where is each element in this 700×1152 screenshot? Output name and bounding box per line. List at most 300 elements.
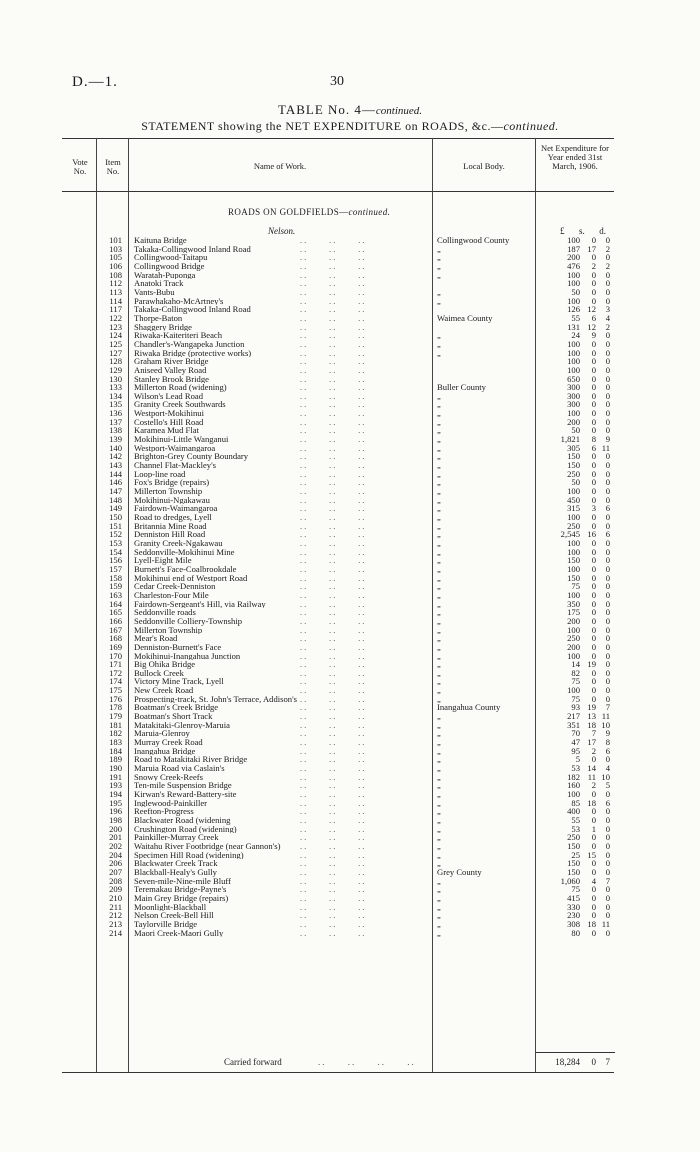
amount-shillings: 0 <box>591 615 596 626</box>
item-number: 174 <box>109 676 122 687</box>
work-name: Millerton Township <box>134 625 203 635</box>
work-name: Granity Creek Southwards <box>134 400 226 410</box>
amount-shillings: 3 <box>591 503 596 514</box>
local-body: „ <box>437 729 441 739</box>
work-name: Karamea Mud Flat <box>134 426 199 436</box>
item-number: 136 <box>109 408 122 419</box>
amount-shillings: 0 <box>591 546 596 557</box>
leader-dots: .. .. .. <box>300 304 367 315</box>
work-name: Mear's Road <box>134 634 178 643</box>
local-body: „ <box>437 270 441 280</box>
amount-pence: 0 <box>605 399 610 410</box>
item-number: 170 <box>109 650 122 661</box>
district-heading: Nelson. <box>268 226 296 236</box>
local-body: „ <box>437 781 441 791</box>
work-name: Blackwater Creek Track <box>134 859 218 868</box>
amount-pence: 0 <box>605 806 610 817</box>
leader-dots: .. .. .. <box>300 330 367 341</box>
leader-dots: .. .. .. <box>300 260 367 271</box>
leader-dots: .. .. .. <box>300 840 367 851</box>
leader-dots: .. .. .. <box>300 607 367 618</box>
statement-continued: continued. <box>503 119 559 133</box>
leader-dots: .. .. .. <box>300 442 367 453</box>
work-name: Mokihinui-Ngakawau <box>134 495 210 505</box>
amount-shillings: 12 <box>587 321 596 332</box>
leader-dots: .. .. .. <box>300 719 367 730</box>
amount-pence: 0 <box>605 676 610 687</box>
amount-pence: 0 <box>605 390 610 401</box>
local-body: Buller County <box>437 383 486 392</box>
work-name: Denniston-Burnett's Face <box>134 642 222 652</box>
amount-shillings: 17 <box>587 737 596 748</box>
amount-pence: 0 <box>605 615 610 626</box>
amount-shillings: 0 <box>591 278 596 289</box>
local-body: „ <box>437 746 441 756</box>
item-number: 154 <box>109 546 122 557</box>
leader-dots: .. .. .. <box>300 685 367 696</box>
amount-shillings: 0 <box>591 512 596 522</box>
amount-pence: 0 <box>605 589 610 600</box>
leader-dots: .. .. .. <box>300 814 367 825</box>
work-name: Millerton Township <box>134 487 203 496</box>
item-number: 127 <box>109 347 122 358</box>
table-bottom-rule <box>62 1072 614 1073</box>
amount-pounds: 100 <box>567 235 580 245</box>
page-reference: D.—1. <box>72 74 118 90</box>
item-number: 151 <box>109 520 122 531</box>
amount-pounds: 150 <box>567 572 580 583</box>
amount-pounds: 100 <box>567 512 580 522</box>
local-body: „ <box>437 331 441 340</box>
amount-pounds: 350 <box>567 598 580 609</box>
local-body: „ <box>437 911 441 920</box>
work-name: Westport-Waimangaroa <box>134 443 216 453</box>
item-number: 184 <box>109 745 122 756</box>
leader-dots: .. .. .. <box>300 659 367 670</box>
leader-dots: .. .. .. <box>300 771 367 782</box>
local-body: „ <box>437 902 441 912</box>
carried-forward-row <box>0 1057 700 1069</box>
amount-pounds: 650 <box>567 373 580 384</box>
work-name: Costello's Hill Road <box>134 417 204 427</box>
amount-pence: 7 <box>605 702 610 713</box>
leader-dots: .. .. .. <box>300 425 367 436</box>
item-number: 108 <box>109 269 122 280</box>
local-body: „ <box>437 409 441 418</box>
amount-pounds: 450 <box>567 494 580 505</box>
work-name: Britannia Mine Road <box>134 521 207 531</box>
amount-pounds: 24 <box>571 330 580 341</box>
leader-dots: .. .. .. <box>300 624 367 635</box>
leader-dots: .. .. .. <box>300 676 367 687</box>
amount-pounds: 400 <box>567 806 580 817</box>
work-name: Maruia Road via Caslain's <box>134 764 225 773</box>
local-body: Collingwood County <box>437 236 510 245</box>
item-number: 206 <box>109 858 122 869</box>
local-body: „ <box>437 919 441 929</box>
amount-pence: 0 <box>605 789 610 799</box>
local-body: „ <box>437 755 441 765</box>
amount-pence: 0 <box>605 754 610 765</box>
amount-pounds: 100 <box>567 789 580 799</box>
local-body: „ <box>437 677 441 687</box>
leader-dots: .. .. .. <box>300 581 367 592</box>
item-number: 196 <box>109 806 122 817</box>
amount-pence: 0 <box>605 512 610 522</box>
amount-shillings: 0 <box>591 693 596 704</box>
local-body: „ <box>437 469 441 479</box>
leader-dots: .. .. .. <box>300 927 367 938</box>
work-name: Channel Flat-Mackley's <box>134 461 216 470</box>
leader-dots: .. .. .. <box>300 832 367 843</box>
amount-pounds: 82 <box>571 667 580 678</box>
amount-shillings: 19 <box>587 659 596 670</box>
amount-pounds: 415 <box>567 892 580 903</box>
local-body: „ <box>437 582 441 591</box>
leader-dots: .. .. .. <box>300 399 367 410</box>
amount-shillings: 0 <box>591 416 596 427</box>
local-body: „ <box>437 348 441 358</box>
amount-pence: 6 <box>605 797 610 808</box>
amount-shillings: 17 <box>587 243 596 254</box>
leader-dots: .. .. .. <box>300 451 367 462</box>
local-body: „ <box>437 850 441 860</box>
amount-pounds: 100 <box>567 347 580 358</box>
item-number: 209 <box>109 884 122 895</box>
item-number: 134 <box>109 390 122 401</box>
work-name: Snowy Creek-Reefs <box>134 772 203 782</box>
amount-pence: 0 <box>605 330 610 341</box>
amount-pounds: 100 <box>567 624 580 635</box>
work-name: Thorpe-Baton <box>134 313 183 323</box>
amount-shillings: 0 <box>591 460 596 471</box>
local-body: „ <box>437 530 441 539</box>
amount-pounds: 100 <box>567 685 580 696</box>
work-name: Murray Creek Road <box>134 738 203 747</box>
item-number: 172 <box>109 667 122 678</box>
section-heading <box>228 207 390 217</box>
item-number: 123 <box>109 321 122 332</box>
table-body <box>0 236 700 937</box>
amount-shillings: 0 <box>591 901 596 912</box>
amount-shillings: 0 <box>591 667 596 678</box>
amount-shillings: 0 <box>591 840 596 851</box>
item-number: 147 <box>109 486 122 497</box>
amount-shillings: 0 <box>591 269 596 280</box>
pence-header: d. <box>599 226 606 236</box>
work-name: Anatoki Track <box>134 279 184 288</box>
amount-pence: 0 <box>605 269 610 280</box>
section-heading-main: ROADS ON GOLDFIELDS— <box>228 207 349 217</box>
amount-shillings: 0 <box>591 892 596 903</box>
local-body: „ <box>437 660 441 669</box>
work-name: Maruia-Glenroy <box>134 729 190 739</box>
statement-title <box>0 119 700 134</box>
work-name: Takaka-Collingwood Inland Road <box>134 244 251 254</box>
leader-dots: .. .. .. <box>300 356 367 367</box>
amount-shillings: 0 <box>591 477 596 488</box>
leader-dots: .. .. .. <box>300 572 367 583</box>
local-body: „ <box>437 339 441 349</box>
item-number: 139 <box>109 434 122 445</box>
local-body: „ <box>437 790 441 799</box>
amount-pence: 0 <box>605 537 610 548</box>
leader-dots: .. .. .. <box>300 728 367 739</box>
amount-pence: 0 <box>605 347 610 358</box>
item-number: 149 <box>109 503 122 514</box>
page-number: 30 <box>330 74 344 89</box>
amount-pence: 6 <box>605 529 610 540</box>
amount-pounds: 100 <box>567 364 580 375</box>
item-number: 159 <box>109 581 122 592</box>
amount-pence: 5 <box>605 780 610 791</box>
item-number: 157 <box>109 563 122 574</box>
local-body: „ <box>437 513 441 522</box>
local-body: „ <box>437 590 441 600</box>
item-number: 158 <box>109 572 122 583</box>
leader-dots: .. .. .. <box>300 434 367 445</box>
item-number: 202 <box>109 840 122 851</box>
leader-dots: .. .. .. <box>300 312 367 323</box>
amount-pounds: 70 <box>571 728 580 739</box>
amount-pence: 0 <box>605 235 610 245</box>
amount-shillings: 0 <box>591 425 596 436</box>
local-body: „ <box>437 443 441 453</box>
amount-shillings: 0 <box>591 814 596 825</box>
amount-pence: 0 <box>605 295 610 306</box>
amount-shillings: 0 <box>591 373 596 384</box>
leader-dots: .. .. .. <box>300 650 367 661</box>
item-number: 213 <box>109 918 122 929</box>
amount-pence: 0 <box>605 364 610 375</box>
amount-shillings: 0 <box>591 641 596 652</box>
leader-dots: .. .. .. <box>300 243 367 254</box>
leader-dots: .. .. .. <box>300 849 367 860</box>
amount-pounds: 1,060 <box>560 875 580 886</box>
leader-dots: .. .. .. <box>300 537 367 548</box>
amount-shillings: 15 <box>587 849 596 860</box>
amount-shillings: 0 <box>591 555 596 566</box>
amount-shillings: 0 <box>591 858 596 869</box>
local-body: „ <box>437 686 441 695</box>
amount-shillings: 14 <box>587 763 596 774</box>
amount-shillings: 0 <box>591 494 596 505</box>
local-body: „ <box>437 893 441 903</box>
work-name: Boatman's Creek Bridge <box>134 703 219 713</box>
work-name: Shaggery Bridge <box>134 322 192 332</box>
local-body: „ <box>437 391 441 401</box>
amount-pence: 0 <box>605 581 610 592</box>
amount-shillings: 8 <box>591 434 596 445</box>
amount-pounds: 217 <box>567 711 580 722</box>
amount-pence: 0 <box>605 468 610 479</box>
local-body: „ <box>437 452 441 462</box>
work-name: Seven-mile-Nine-mile Bluff <box>134 876 231 886</box>
local-body: „ <box>437 261 441 271</box>
amount-shillings: 0 <box>591 399 596 410</box>
amount-pounds: 2,545 <box>560 529 580 540</box>
leader-dots: .. .. .. <box>300 252 367 263</box>
work-name: Millerton Road (widening) <box>134 383 227 392</box>
work-name: Specimen Hill Road (widening) <box>134 850 244 860</box>
work-name: Kaituna Bridge <box>134 236 187 245</box>
leader-dots: .. .. .. <box>300 875 367 886</box>
local-body: „ <box>437 625 441 635</box>
amount-pounds: 55 <box>571 814 580 825</box>
local-body: „ <box>437 296 441 306</box>
item-number: 204 <box>109 849 122 860</box>
amount-pounds: 100 <box>567 589 580 600</box>
amount-pence: 0 <box>605 373 610 384</box>
work-name: Bullock Creek <box>134 668 184 678</box>
item-number: 168 <box>109 633 122 644</box>
amount-pounds: 100 <box>567 537 580 548</box>
amount-pounds: 126 <box>567 304 580 315</box>
amount-pence: 0 <box>605 356 610 367</box>
leader-dots: .. .. .. <box>300 408 367 419</box>
item-number: 153 <box>109 537 122 548</box>
amount-pence: 0 <box>605 693 610 704</box>
amount-pence: 6 <box>605 503 610 514</box>
amount-pence: 0 <box>605 252 610 263</box>
amount-shillings: 0 <box>591 910 596 921</box>
amount-pounds: 100 <box>567 295 580 306</box>
amount-shillings: 0 <box>591 252 596 263</box>
local-body: „ <box>437 764 441 773</box>
amount-shillings: 0 <box>591 295 596 306</box>
amount-shillings: 0 <box>591 927 596 938</box>
item-number: 138 <box>109 425 122 436</box>
amount-pounds: 131 <box>567 321 580 332</box>
amount-pounds: 308 <box>567 918 580 929</box>
amount-pounds: 75 <box>571 676 580 687</box>
leader-dots: .. .. .. <box>300 633 367 644</box>
item-number: 166 <box>109 615 122 626</box>
amount-pence: 0 <box>605 840 610 851</box>
amount-pounds: 100 <box>567 650 580 661</box>
amount-pence: 10 <box>601 771 610 782</box>
amount-shillings: 2 <box>591 260 596 271</box>
statement-main: STATEMENT showing the NET EXPENDITURE on ROADS, &c.— <box>141 119 504 133</box>
amount-pounds: 14 <box>571 659 580 670</box>
work-name: Moonlight-Blackball <box>134 902 207 912</box>
amount-shillings: 16 <box>587 529 596 540</box>
amount-pence: 0 <box>605 849 610 860</box>
amount-pence: 0 <box>605 685 610 696</box>
amount-shillings: 6 <box>591 312 596 323</box>
local-body: „ <box>437 504 441 514</box>
local-body: „ <box>437 487 441 496</box>
leader-dots: .. .. .. <box>300 641 367 652</box>
amount-shillings: 1 <box>591 823 596 834</box>
local-body: „ <box>437 426 441 436</box>
amount-pounds: 476 <box>567 260 580 271</box>
leader-dots: .. .. .. <box>300 468 367 479</box>
amount-shillings: 0 <box>591 832 596 843</box>
amount-pounds: 315 <box>567 503 580 514</box>
amount-shillings: 0 <box>591 572 596 583</box>
work-name: Road to Matakitaki River Bridge <box>134 755 248 765</box>
amount-shillings: 0 <box>591 884 596 895</box>
amount-pounds: 93 <box>571 702 580 713</box>
amount-pence: 0 <box>605 520 610 531</box>
item-number: 128 <box>109 356 122 367</box>
amount-pounds: 25 <box>571 849 580 860</box>
amount-shillings: 0 <box>591 451 596 462</box>
leader-dots: .. .. .. <box>300 321 367 332</box>
amount-pence: 10 <box>601 719 610 730</box>
local-body: „ <box>437 885 441 894</box>
work-name: Loop-line road <box>134 469 186 479</box>
leader-dots: .. .. .. <box>300 780 367 791</box>
amount-pounds: 80 <box>571 927 580 938</box>
work-name: New Creek Road <box>134 686 194 695</box>
work-name: Aniseed Valley Road <box>134 365 207 375</box>
local-body: „ <box>437 807 441 816</box>
amount-shillings: 11 <box>587 771 596 782</box>
amount-pence: 0 <box>605 278 610 289</box>
amount-shillings: 0 <box>591 235 596 245</box>
amount-pounds: 351 <box>567 719 580 730</box>
item-number: 133 <box>109 382 122 393</box>
item-number: 164 <box>109 598 122 609</box>
amount-pence: 0 <box>605 832 610 843</box>
item-number: 103 <box>109 243 122 254</box>
amount-shillings: 0 <box>591 589 596 600</box>
leader-dots: .. .. .. <box>300 286 367 297</box>
amount-pounds: 200 <box>567 641 580 652</box>
item-number: 130 <box>109 373 122 384</box>
total-pounds: 18,284 <box>555 1057 580 1067</box>
work-name: Parawhakaho-McArtney's <box>134 296 224 306</box>
leader-dots: .. .. .. <box>300 892 367 903</box>
amount-pence: 0 <box>605 823 610 834</box>
item-number: 210 <box>109 892 122 903</box>
amount-shillings: 0 <box>591 286 596 297</box>
local-body: „ <box>437 244 441 254</box>
amount-pence: 0 <box>605 425 610 436</box>
header-item-no: Item No. <box>105 157 121 176</box>
amount-shillings: 19 <box>587 702 596 713</box>
work-name: Reefton-Progress <box>134 807 194 816</box>
amount-pence: 0 <box>605 659 610 670</box>
leader-dots: .. .. .. <box>300 494 367 505</box>
amount-pounds: 100 <box>567 408 580 419</box>
leader-dots: .. .. .. <box>300 806 367 817</box>
work-name: Road to dredges, Lyell <box>134 513 212 522</box>
amount-pounds: 53 <box>571 763 580 774</box>
local-body: „ <box>437 824 441 834</box>
leader-dots: .. .. .. <box>300 520 367 531</box>
work-name: Collingwood Bridge <box>134 261 205 271</box>
leader-dots: .. .. .. <box>300 269 367 280</box>
item-number: 125 <box>109 338 122 349</box>
amount-pounds: 300 <box>567 382 580 393</box>
local-body: „ <box>437 287 441 297</box>
amount-shillings: 0 <box>591 650 596 661</box>
item-number: 142 <box>109 451 122 462</box>
amount-pence: 0 <box>605 650 610 661</box>
item-number: 137 <box>109 416 122 427</box>
work-name: Blackball-Healy's Gully <box>134 867 217 877</box>
amount-shillings: 0 <box>591 789 596 799</box>
amount-shillings: 0 <box>591 390 596 401</box>
amount-pounds: 187 <box>567 243 580 254</box>
amount-pounds: 175 <box>567 607 580 618</box>
local-body: „ <box>437 573 441 583</box>
item-number: 189 <box>109 754 122 765</box>
work-name: Collingwood-Taitapu <box>134 253 208 262</box>
